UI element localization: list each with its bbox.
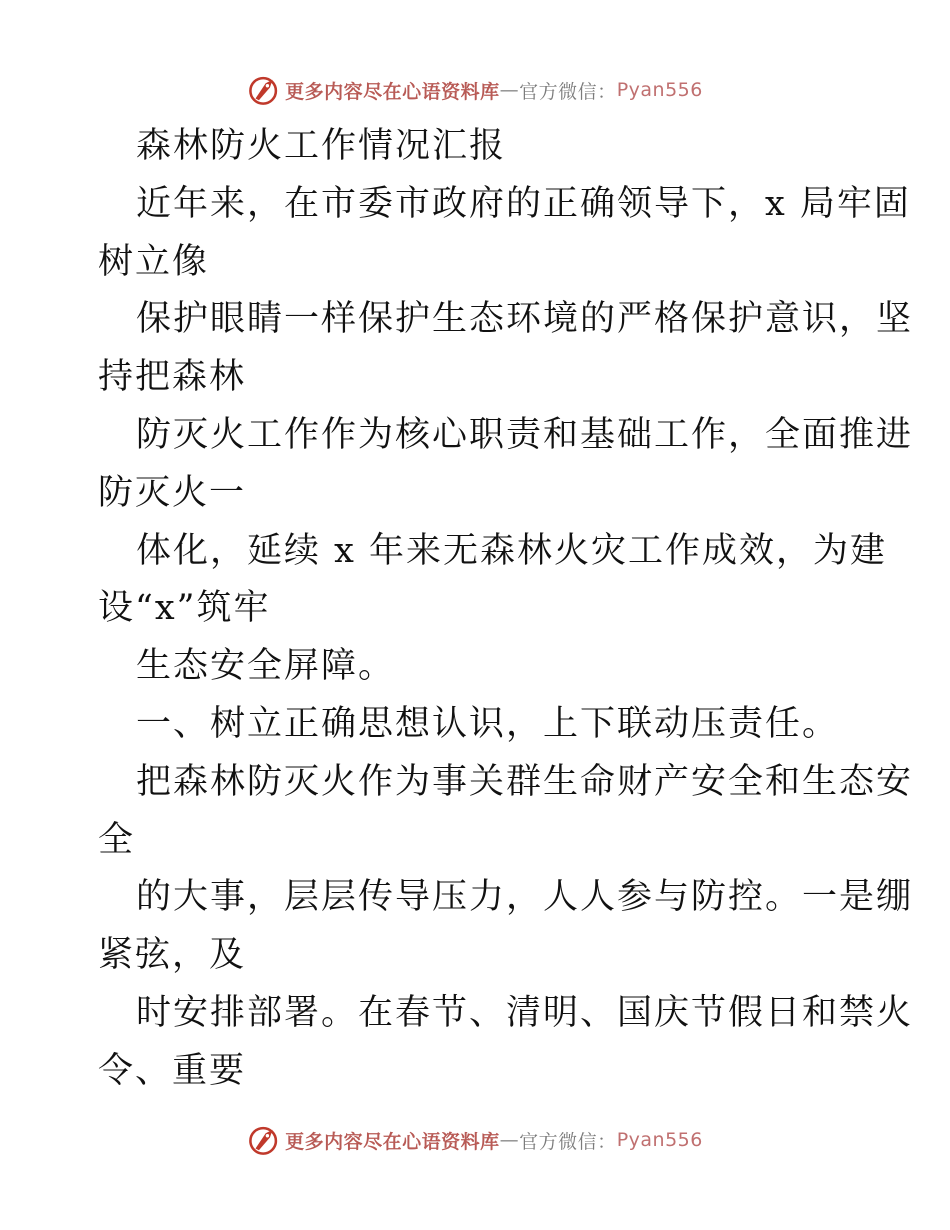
- text-line: 紧弦，及: [98, 935, 247, 976]
- section-heading: 一、树立正确思想认识，上下联动压责任。: [136, 703, 840, 744]
- text-line: 设“x”筑牢: [98, 588, 271, 629]
- text-line: 全: [98, 819, 136, 860]
- text-line: 体化，延续 x 年来无森林火灾工作成效，为建: [136, 530, 887, 571]
- document-body: [98, 118, 914, 1101]
- text-line: 把森林防灭火作为事关群生命财产安全和生态安: [136, 761, 914, 802]
- site-name: 更多内容尽在心语资料库: [285, 80, 500, 103]
- banner-dash: —: [499, 79, 520, 101]
- site-name: 更多内容尽在心语资料库: [285, 1130, 500, 1153]
- text-line: 树立像: [98, 241, 210, 282]
- document-title: 森林防火工作情况汇报: [136, 126, 507, 166]
- text-line: 的大事，层层传导压力，人人参与防控。一是绷: [136, 877, 914, 918]
- text-line: 防灭火一: [98, 472, 247, 513]
- text-line: 近年来，在市委市政府的正确领导下，x 局牢固: [136, 183, 911, 224]
- banner-dash: —: [499, 1129, 520, 1151]
- text-line: 时安排部署。在春节、清明、国庆节假日和禁火: [136, 992, 914, 1033]
- text-line: 保护眼睛一样保护生态环境的严格保护意识，坚: [136, 299, 914, 340]
- text-line: 防灭火工作作为核心职责和基础工作，全面推进: [136, 414, 914, 455]
- footer-banner: [0, 1120, 950, 1160]
- wechat-id: Pyan556: [616, 1129, 703, 1151]
- text-line: 令、重要: [98, 1050, 247, 1091]
- text-line: 持把森林: [98, 357, 247, 398]
- header-banner: [0, 70, 950, 110]
- wechat-label: 官方微信：: [519, 1130, 617, 1153]
- wechat-id: Pyan556: [616, 79, 703, 101]
- text-line: 生态安全屏障。: [136, 646, 396, 687]
- pen-nib-logo-icon: [247, 1123, 281, 1157]
- pen-nib-logo-icon: [247, 73, 281, 107]
- wechat-label: 官方微信：: [519, 80, 617, 103]
